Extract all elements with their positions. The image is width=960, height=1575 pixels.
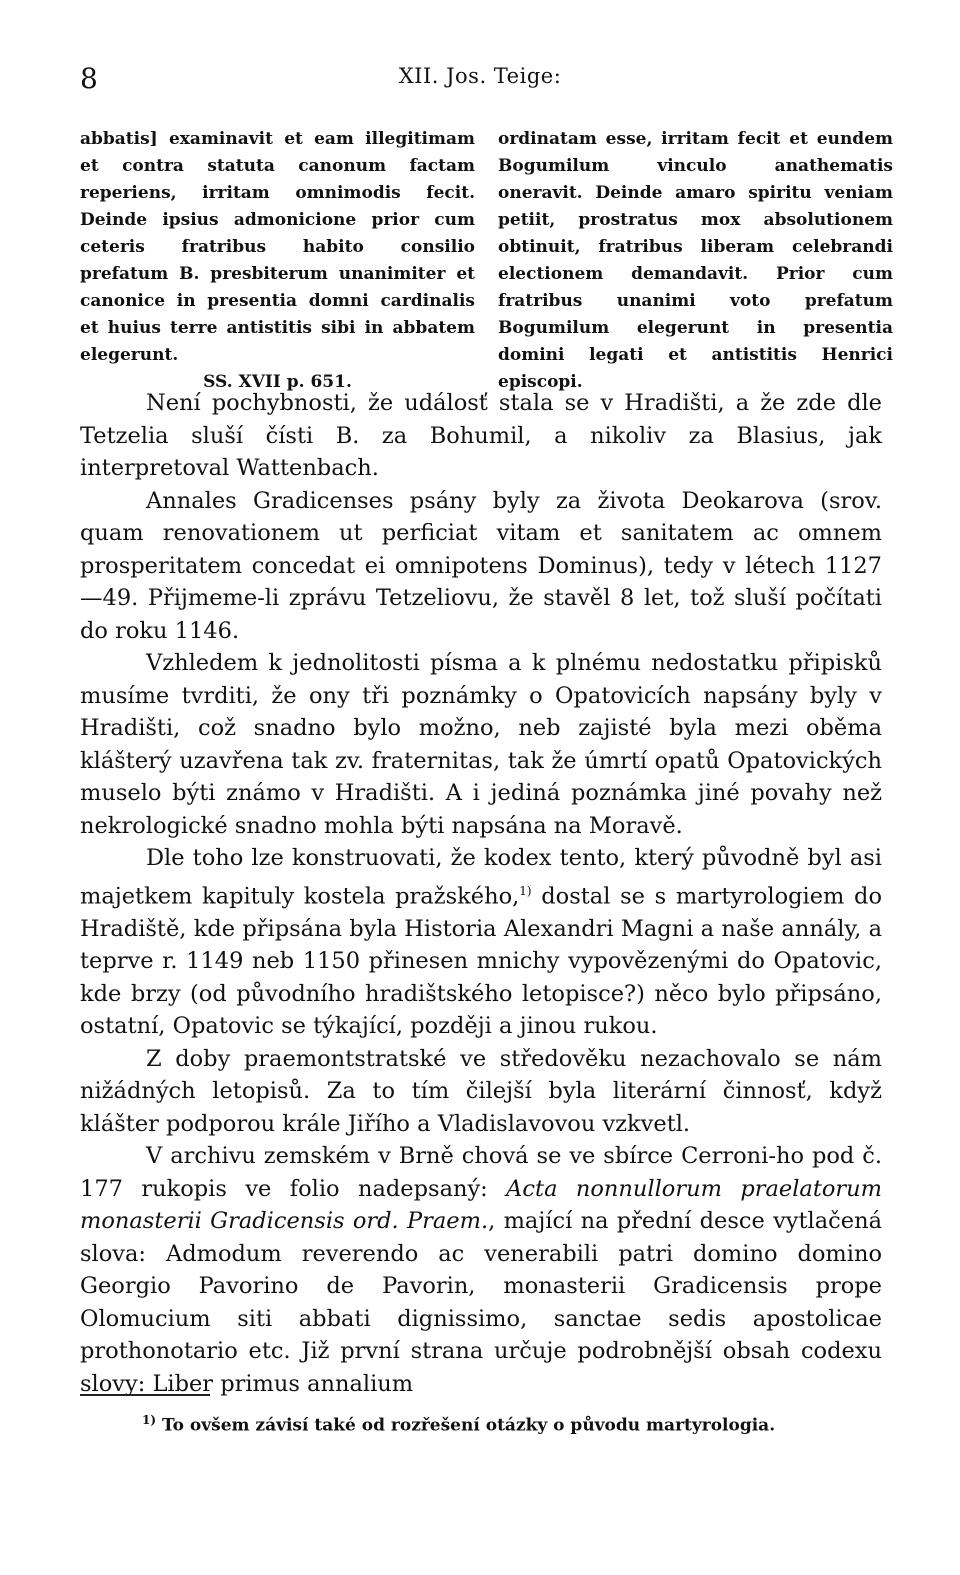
paragraph-3: Vzhledem k jednolitosti písma a k plnému nedostatku připisků musíme tvrditi, že ony tři poznámky o Opatovicích napsány byly v Hradišti, což snadno bylo možno, neb zajisté byla mezi oběma klášterý uzavřena tak zv. fraternitas, tak že úmrtí opatů Opatovických muselo býti známo v Hradišti. A i jediná poznámka jiné povahy než nekrologické snadno mohla býti napsána na Moravě. [80,650,882,839]
footnote-text: To ovšem závisí také od rozřešení otázky o původu martyrologia. [156,1415,776,1436]
footnote [142,1407,882,1439]
paragraph-4-end: dostal se s martyrologiem do Hradiště, kde připsána byla Historia Alexandri Magni a naše annály, a teprve r. 1149 neb 1150 přinesen mnichy vypovězenými do Opatovic, kde brzy (od původního hradištského letopisce?) něco bylo připsáno, ostatní, Opatovic se týkající, později a jinou rukou. [80,883,882,1039]
paragraph-1: Není pochybnosti, že událosť stala se v Hradišti, a že zde dle Tetzelia sluší čísti B. za Bohumil, a nikoliv za Blasius, jak interpretoval Wattenbach. [80,390,882,481]
right-column-text: ordinatam esse, irritam fecit et eundem Bogumilum vinculo anathematis oneravit. Deinde amaro spiritu veniam petiit, prostratus mox absolutionem obtinuit, fratribus liberam celebrandi electionem demandavit. Prior cum fratribus unanimi voto prefatum Bogumilum elegerunt in presentia domini legati et antistitis Henrici episcopi. [498,129,893,392]
footnote-mark: 1) [142,1413,157,1427]
manuscript-title: Acta nonnullorum praelatorum monasterii Gradicensis ord. Praem. [80,1175,882,1234]
footnote-rule [80,1394,210,1396]
running-head: XII. Jos. Teige: [398,64,562,88]
page-number: 8 [80,62,98,95]
two-column-quote [80,126,893,392]
paragraph-6-start: V archivu zemském v Brně chová se ve sbírce Cerroni-ho pod č. 177 rukopis ve folio nadepsaný: [80,1143,882,1202]
right-column [498,126,893,396]
paragraph-6-end: , mající na přední desce vytlačená slova: Admodum reverendo ac venerabili patri domino domino Georgio Pavorino de Pavorin, monasterii Gradicensis prope Olomucium siti abbati dignissimo, sanctae sedis apostolicae prothonotario etc. Již první strana určuje podrobnější obsah codexu slovy: Liber primus annalium [80,1208,882,1397]
paragraph-2: Annales Gradicenses psány byly za života Deokarova (srov. quam renovationem ut perficiat vitam et sanitatem ac omnem prosperitatem concedat ei omnipotens Dominus), tedy v létech 1127—49. Přijmeme-li zprávu Tetzeliovu, že stavěl 8 let, tož sluší počítati do roku 1146. [80,487,882,644]
paragraph-4 [80,842,882,1043]
left-column [80,126,475,396]
paragraph-4-start: Dle toho lze konstruovati, že kodex tento, který původně byl asi majetkem kapituly kostela pražského, [80,845,882,909]
main-text [80,387,882,1400]
footnote-reference: 1) [519,883,532,898]
paragraph-5: Z doby praemontstratské ve středověku nezachovalo se nám nižádných letopisů. Za to tím čilejší byla literární činnosť, když klášter podporou krále Jiřího a Vladislavovou vzkvetl. [80,1045,882,1137]
source-citation: SS. XVII p. 651. [203,372,352,392]
paragraph-6 [80,1140,882,1400]
page-header [80,62,880,98]
left-column-text: abbatis] examinavit et eam illegitimam et contra statuta canonum factam reperiens, irritam omnimodis fecit. Deinde ipsius admonicione prior cum ceteris fratribus habito consilio prefatum B. presbiterum unanimiter et canonice in presentia domni cardinalis et huius terre antistitis sibi in abbatem elegerunt. [80,129,475,365]
